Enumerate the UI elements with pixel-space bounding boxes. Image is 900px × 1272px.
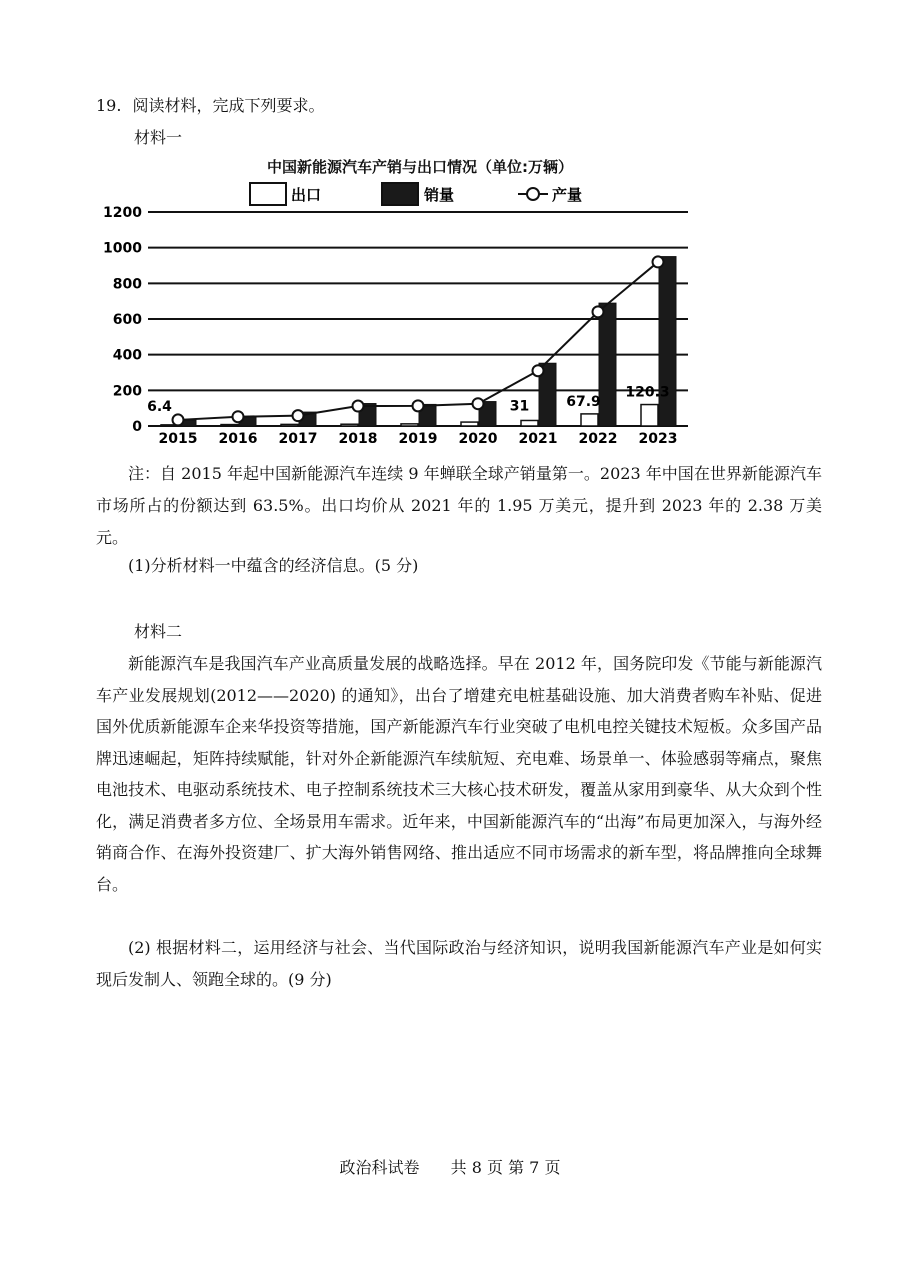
bar-export-2023 [641,405,658,426]
sales-export-chart [100,150,700,450]
production-point-2021 [533,365,544,376]
x-tick-label: 2023 [638,431,678,447]
question-header [96,96,325,116]
x-tick-label: 2018 [338,431,378,447]
legend-label-production: 产量 [552,186,583,204]
y-tick-label: 400 [112,347,142,364]
x-tick-label: 2015 [158,431,198,447]
chart-legend [250,183,582,205]
y-tick-label: 600 [112,312,142,328]
bar-export-2019 [401,424,418,426]
data-label-2021: 31 [509,398,530,415]
question-2: (2) 根据材料二，运用经济与社会、当代国际政治与经济知识，说明我国新能源汽车产业是如何实现后发制人、领跑全球的。(9 分) [96,938,822,989]
legend-swatch-sales [382,183,418,205]
x-tick-label: 2019 [398,431,438,447]
bar-sales-2022 [599,303,616,426]
page-footer [0,1155,900,1178]
x-axis [159,431,678,447]
y-tick-label: 0 [132,419,142,435]
y-tick-label: 1200 [103,205,142,221]
y-tick-label: 1000 [103,240,142,257]
x-tick-label: 2016 [218,431,258,447]
y-tick-label: 200 [112,383,142,400]
data-label-2023: 120.3 [625,384,670,401]
production-point-2017 [293,410,304,421]
legend-label-sales: 销量 [424,186,455,204]
data-label-2015: 6.4 [147,398,172,415]
bar-export-2018 [341,424,358,426]
data-labels [147,385,670,415]
bar-sales-2023 [659,257,676,426]
production-point-2022 [593,306,604,317]
production-point-2018 [353,401,364,412]
footer-subject: 政治科试卷 [339,1158,420,1177]
production-point-2019 [413,400,424,411]
material1-note: 注：自 2015 年起中国新能源汽车连续 9 年蝉联全球产销量第一。2023 年中国在世界新能源汽车市场所占的份额达到 63.5%。出口均价从 2021 年的 1.95 万美元，提升到 2023 年的 2.38 万美元。 [96,464,822,547]
bar-export-2020 [461,422,478,426]
y-axis [103,205,142,435]
material1-label: 材料一 [134,128,183,147]
production-point-2023 [653,256,664,267]
footer-pages: 共 8 页 第 7 页 [450,1158,561,1177]
x-tick-label: 2022 [578,431,618,447]
material2-label: 材料二 [134,622,183,641]
bar-export-2017 [281,424,298,426]
chart-title: 中国新能源汽车产销与出口情况（单位:万辆） [266,158,574,176]
bar-export-2016 [221,425,238,426]
material2-text: 新能源汽车是我国汽车产业高质量发展的战略选择。早在 2012 年，国务院印发《节能与新能源汽车产业发展规划(2012——2020) 的通知》，出台了增建充电桩基础设施、加大消费者购车补贴、促进国外优质新能源车企来华投资等措施，国产新能源汽车行业突破了电机电控关键技术短板。众多国产品牌迅速崛起，矩阵持续赋能，针对外企新能源汽车续航短、充电难、场景单一、体验感弱等痛点，聚焦电池技术、电驱动系统技术、电子控制系统技术三大核心技术研发，覆盖从家用到豪华、从大众到个性化，满足消费者多方位、全场景用车需求。近年来，中国新能源汽车的“出海”布局更加深入，与海外经销商合作、在海外投资建厂、扩大海外销售网络、推出适应不同市场需求的新车型，将品牌推向全球舞台。 [96,654,822,894]
legend-marker-production [527,188,539,200]
data-label-2022: 67.9 [566,393,601,410]
production-point-2016 [233,411,244,422]
x-tick-label: 2021 [518,431,558,447]
bar-export-2022 [581,414,598,426]
x-tick-label: 2017 [278,431,318,447]
question-1: (1)分析材料一中蕴含的经济信息。(5 分) [128,556,419,575]
y-tick-label: 800 [112,276,142,293]
question-number: 19. [96,96,122,115]
production-point-2015 [173,414,184,425]
bar-export-2021 [521,420,538,426]
x-tick-label: 2020 [458,431,498,447]
legend-label-export: 出口 [291,186,322,204]
legend-swatch-export [250,183,286,205]
question-prompt: 阅读材料，完成下列要求。 [132,96,325,115]
production-point-2020 [473,398,484,409]
